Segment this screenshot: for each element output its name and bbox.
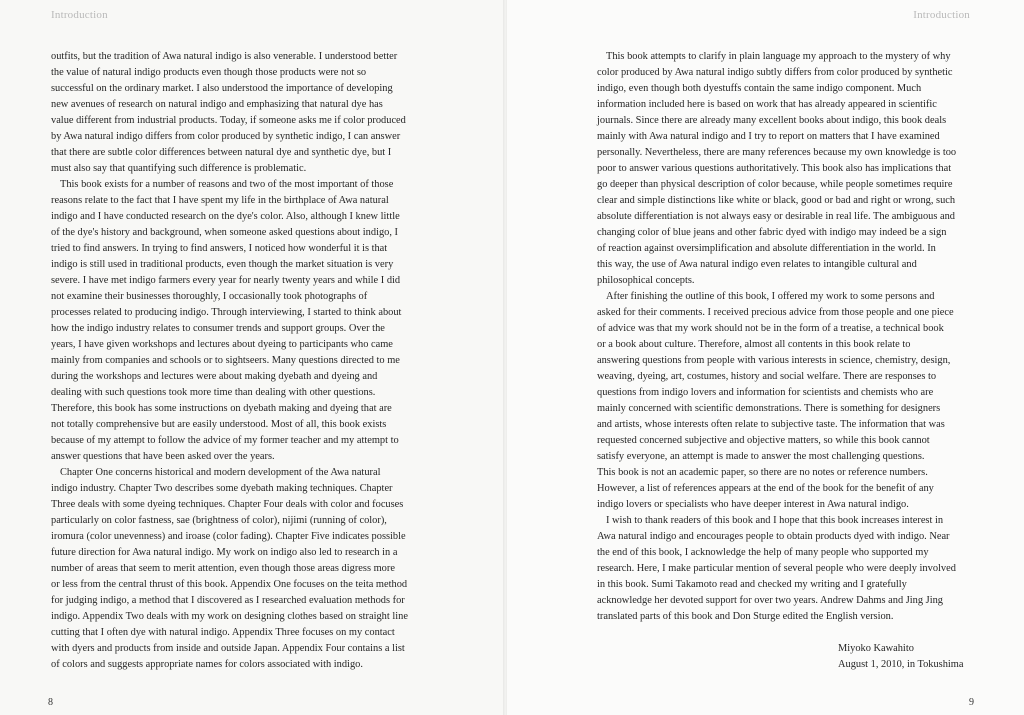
body-line: satisfy everyone, an attempt is made to answer the most challenging questions. [597,451,925,462]
body-line: during the workshops and lectures were about making dyebath and dyeing and [51,371,378,382]
body-line: that there are subtle color differences between natural dye and synthetic dye, but I [51,147,392,158]
body-line: or a book about culture. Therefore, almost all contents in this book relate to [597,339,911,350]
body-line: value different from industrial products. Today, if someone asks me if color produced [51,115,406,126]
body-line: This book attempts to clarify in plain language my approach to the mystery of why [606,51,951,62]
right-page-body [597,49,970,625]
body-line: questions from indigo lovers and information for scientists and chemists who are [597,387,934,398]
running-head-right: Introduction [913,9,970,21]
body-line: indigo, even though both dyestuffs contain the same indigo component. Much [597,83,922,94]
body-line: for judging indigo, a method that I discovered as I researched evaluation methods for [51,595,405,606]
left-page [0,0,505,715]
body-line: cutting that I often dye with natural indigo. Appendix Three focuses on my contact [51,627,395,638]
body-line: indigo lovers or specialists who have deeper interest in Awa natural indigo. [597,499,909,510]
body-line: because of my attempt to follow the advice of my former teacher and my attempt to [51,435,399,446]
body-line: After finishing the outline of this book, I offered my work to some persons and [606,291,935,302]
body-line: indigo industry. Chapter Two describes some dyebath making techniques. Chapter [51,483,393,494]
body-line: information included here is based on work that has already appeared in scientific [597,99,937,110]
body-line: particularly on color fastness, sae (brightness of color), nijimi (running of color), [51,515,387,526]
body-line: Therefore, this book has some instructions on dyebath making and dyeing that are [51,403,392,414]
body-line: of colors and suggests appropriate names for colors associated with indigo. [51,659,363,670]
body-line: how the indigo industry relates to consumer trends and support groups. Over the [51,323,385,334]
body-line: Awa natural indigo and encourages people to obtain products dyed with indigo. Near [597,531,950,542]
body-line: This book is not an academic paper, so there are no notes or reference numbers. [597,467,928,478]
body-line: go deeper than physical description of color because, while people sometimes require [597,179,953,190]
body-line: indigo is still used in traditional products, even though the market situation is very [51,259,394,270]
body-line: tried to find answers. In trying to find answers, I noticed how wonderful it is that [51,243,388,254]
signature-date-place: August 1, 2010, in Tokushima [838,659,964,670]
body-line: not examine their businesses thoroughly, I occasionally took photographs of [51,291,368,302]
body-line: successful on the ordinary market. I also understood the importance of developing [51,83,393,94]
signature-author: Miyoko Kawahito [838,643,914,654]
body-line: absolute differentiation is not always easy or desirable in real life. The ambiguous and [597,211,955,222]
body-line: Chapter One concerns historical and modern development of the Awa natural [60,467,381,478]
body-line: future direction for Awa natural indigo. My work on indigo also led to research in a [51,547,398,558]
body-line: of the dye's history and background, when someone asked questions about indigo, I [51,227,399,238]
body-line: mainly concerned with scientific demonstrations. There is something for designers [597,403,941,414]
body-line: iromura (color unevenness) and iroase (color fading). Chapter Five indicates possible [51,531,406,542]
body-line: in this book. Sumi Takamoto read and checked my writing and I gratefully [597,579,907,590]
body-line: of reaction against oversimplification and absolute differentiation in the world. In [597,243,936,254]
body-line: changing color of blue jeans and other fabric dyed with indigo may indeed be a sign [597,227,947,238]
body-line: must also say that quantifying such difference is problematic. [51,163,307,174]
right-page [507,0,1024,715]
body-line: indigo and I have conducted research on the dye's color. Also, although I knew little [51,211,400,222]
body-line: mainly with Awa natural indigo and I try to report on matters that I have examined [597,131,940,142]
page-number-right: 9 [969,697,974,708]
signature-block [838,641,964,673]
body-line: of advice was that my work should not be in the form of a treatise, a technical book [597,323,944,334]
body-line: translated parts of this book and Don Sturge edited the English version. [597,611,894,622]
page-number-left: 8 [48,697,53,708]
body-line: poor to answer various questions authoritatively. This book also has implications that [597,163,952,174]
body-line: weaving, dyeing, art, costumes, history and social welfare. There are responses to [597,371,937,382]
body-line: indigo. Appendix Two deals with my work on designing clothes based on straight line [51,611,408,622]
body-line: new avenues of research on natural indigo and emphasizing that natural dye has [51,99,383,110]
body-line: research. Here, I make particular mention of several people who were deeply involved [597,563,956,574]
body-line: this way, the use of Awa natural indigo even relates to intangible cultural and [597,259,917,270]
body-line: clear and simple distinctions like white or black, good or bad and right or wrong, such [597,195,956,206]
body-line: not totally comprehensive but are easily understood. Most of all, this book exists [51,419,387,430]
body-line: answer questions that have been asked over the years. [51,451,275,462]
body-line: I wish to thank readers of this book and I hope that this book increases interest in [606,515,944,526]
body-line: severe. I have met indigo farmers every year for nearly twenty years and while I did [51,275,401,286]
body-line: reasons relate to the fact that I have spent my life in the birthplace of Awa natural [51,195,389,206]
body-line: or less from the central thrust of this book. Appendix One focuses on the teita method [51,579,408,590]
body-line: dealing with such questions took more time than dealing with other questions. [51,387,376,398]
body-line: outfits, but the tradition of Awa natural indigo is also venerable. I understood better [51,51,398,62]
body-line: personally. Nevertheless, there are many references because my own knowledge is too [597,147,957,158]
body-line: asked for their comments. I received precious advice from those people and one piece [597,307,954,318]
left-page-body [51,49,418,673]
body-line: mainly from companies and schools or to sightseers. Many questions directed to me [51,355,400,366]
body-line: the value of natural indigo products even though those products were not so [51,67,367,78]
body-line: journals. Since there are already many excellent books about indigo, this book deals [597,115,947,126]
body-line: requested concerned subjective and objective matters, so while this book cannot [597,435,930,446]
body-line: processes related to producing indigo. Through interviewing, I started to think about [51,307,402,318]
body-line: However, a list of references appears at the end of the book for the benefit of any [597,483,934,494]
body-line: philosophical concepts. [597,275,695,286]
body-line: color produced by Awa natural indigo subtly differs from color produced by synthetic [597,67,953,78]
body-line: the end of this book, I acknowledge the help of many people who supported my [597,547,929,558]
body-line: by Awa natural indigo differs from color produced by synthetic indigo, I can answer [51,131,401,142]
body-line: This book exists for a number of reasons and two of the most important of those [60,179,394,190]
body-line: and artists, whose interests often relate to subjective taste. The information that was [597,419,945,430]
body-line: with dyers and products from inside and outside Japan. Appendix Four contains a list [51,643,405,654]
body-line: answering questions from people with various interests in science, chemistry, design, [597,355,951,366]
body-line: number of areas that seem to merit attention, even though those areas digress more [51,563,395,574]
body-line: years, I have given workshops and lectures about dyeing to participants who came [51,339,393,350]
body-line: acknowledge her devoted support for over two years. Andrew Dahms and Jing Jing [597,595,943,606]
running-head-left: Introduction [51,9,108,21]
body-line: Three deals with some dyeing techniques. Chapter Four deals with color and focuses [51,499,404,510]
